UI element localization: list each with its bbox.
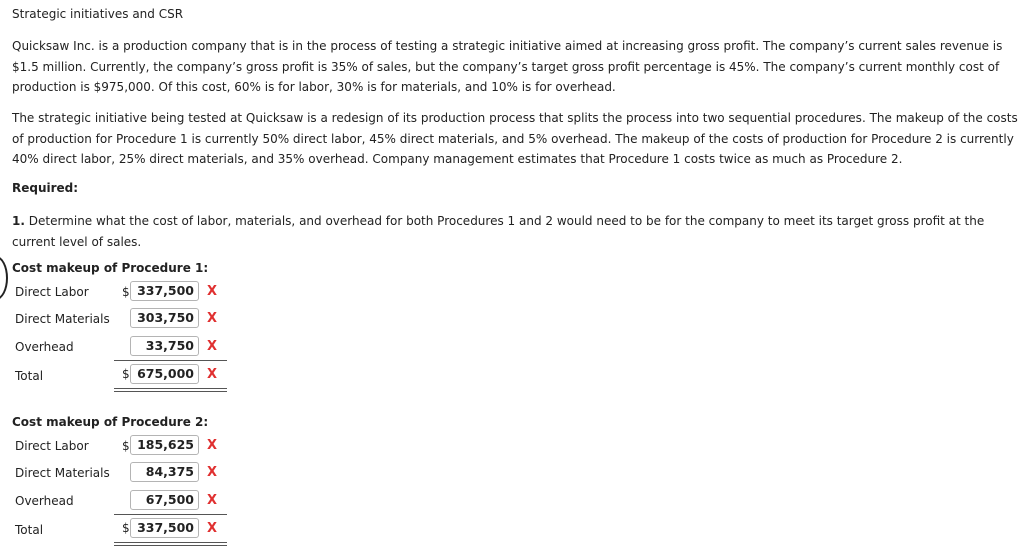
page-title: Strategic initiatives and CSR	[12, 7, 184, 21]
p2-total-currency: $	[122, 521, 130, 535]
p1-direct-labor-incorrect-icon: X	[207, 284, 218, 299]
p1-total-double-rule	[114, 388, 227, 392]
p2-direct-labor-input[interactable]: 185,625	[130, 435, 199, 455]
p2-direct-materials-incorrect-icon: X	[207, 465, 218, 480]
p2-total-incorrect-icon: X	[207, 521, 218, 536]
p2-overhead-incorrect-icon: X	[207, 493, 218, 508]
p2-total-label: Total	[15, 523, 44, 537]
p2-direct-labor-label: Direct Labor	[15, 439, 89, 453]
p1-overhead-input[interactable]: 33,750	[130, 336, 199, 356]
p2-total-double-rule	[114, 542, 227, 546]
question-number: 1.	[12, 214, 25, 228]
p1-direct-labor-currency: $	[122, 285, 130, 299]
p2-overhead-label: Overhead	[15, 494, 74, 508]
p2-direct-materials-input[interactable]: 84,375	[130, 462, 199, 482]
required-heading: Required:	[12, 181, 79, 195]
procedure-1-title: Cost makeup of Procedure 1:	[12, 261, 209, 275]
p2-total-input[interactable]: 337,500	[130, 518, 199, 538]
left-edge-arc	[0, 256, 8, 300]
p2-subtotal-rule	[114, 514, 227, 515]
p2-overhead-input[interactable]: 67,500	[130, 490, 199, 510]
p1-direct-labor-input[interactable]: 337,500	[130, 281, 199, 301]
p2-direct-materials-label: Direct Materials	[15, 466, 110, 480]
p1-total-label: Total	[15, 369, 44, 383]
p1-direct-materials-label: Direct Materials	[15, 312, 110, 326]
procedure-2-title: Cost makeup of Procedure 2:	[12, 415, 209, 429]
p1-subtotal-rule	[114, 360, 227, 361]
p2-direct-labor-currency: $	[122, 439, 130, 453]
question-text: Determine what the cost of labor, materials, and overhead for both Procedures 1 and 2 would need to be for the company to meet its target gross profit at the current level of sales.	[12, 214, 985, 249]
p1-direct-materials-input[interactable]: 303,750	[130, 308, 199, 328]
p1-direct-labor-label: Direct Labor	[15, 285, 89, 299]
problem-paragraph-1: Quicksaw Inc. is a production company that is in the process of testing a strategic initiative aimed at increasing gross profit. The company’s current sales revenue is $1.5 million. Currently, the company’s gross profit is 35% of sales, but the company’s target gross profit percentage is 45%. The company’s current monthly cost of production is $975,000. Of this cost, 60% is for labor, 30% is for materials, and 10% is for overhead.	[12, 39, 1003, 94]
p2-direct-labor-incorrect-icon: X	[207, 438, 218, 453]
p1-total-incorrect-icon: X	[207, 367, 218, 382]
p1-direct-materials-incorrect-icon: X	[207, 311, 218, 326]
p1-overhead-incorrect-icon: X	[207, 339, 218, 354]
p1-total-currency: $	[122, 367, 130, 381]
problem-paragraph-2: The strategic initiative being tested at Quicksaw is a redesign of its production process that splits the process into two sequential procedures. The makeup of the costs of production for Procedure 1 is currently 50% direct labor, 45% direct materials, and 5% overhead. The makeup of the costs of production for Procedure 2 is currently 40% direct labor, 25% direct materials, and 35% overhead. Company management estimates that Procedure 1 costs twice as much as Procedure 2.	[12, 111, 1018, 166]
p1-total-input[interactable]: 675,000	[130, 364, 199, 384]
p1-overhead-label: Overhead	[15, 340, 74, 354]
question-1	[12, 211, 1022, 252]
